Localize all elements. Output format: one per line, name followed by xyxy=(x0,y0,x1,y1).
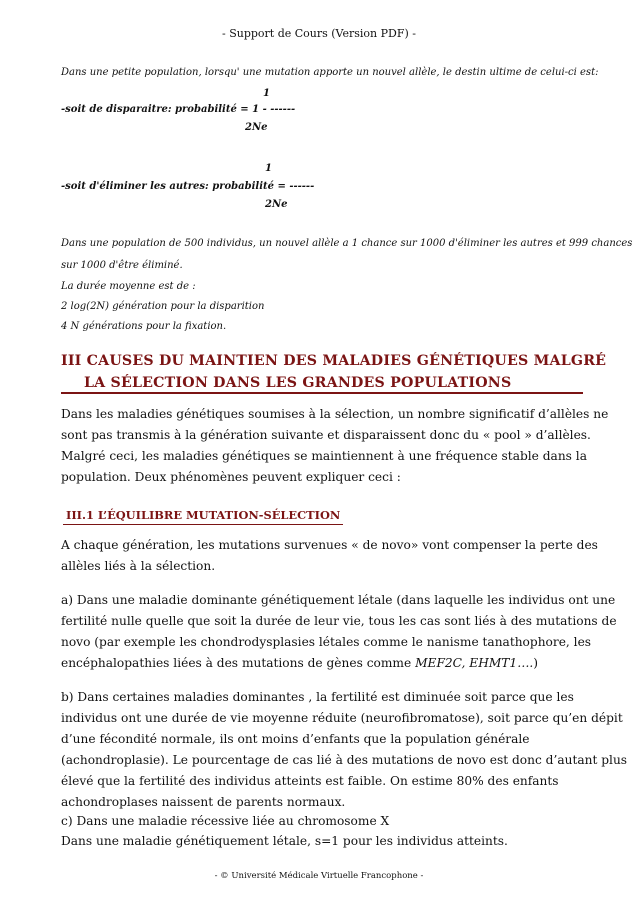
subsection-title: III.1 L’ÉQUILIBRE MUTATION-SÉLECTION xyxy=(66,508,341,522)
formula2-denominator: 2Ne xyxy=(265,199,288,210)
section-title-line2: LA SÉLECTION DANS LES GRANDES POPULATIONS xyxy=(84,375,512,391)
page-header: - Support de Cours (Version PDF) - xyxy=(221,27,416,40)
para4-line-3: d’une fécondité normale, ils ont moins d’enfants que la population générale xyxy=(61,732,530,746)
para4-line-4: (achondroplasie). Le pourcentage de cas lié à des mutations de novo est donc d’autant plus xyxy=(61,753,628,767)
para1-line-3: Malgré ceci, les maladies génétiques se maintiennent à une fréquence stable dans la xyxy=(61,449,587,463)
italic-line-2: sur 1000 d'être éliminé. xyxy=(61,260,183,271)
para4-line-5: élevé que la fertilité des individus atteints est faible. On estime 80% des enfants xyxy=(61,774,559,788)
para4-line-6: achondroplases naissent de parents normaux. xyxy=(61,795,346,809)
formula1-text: -soit de disparaitre: probabilité = 1 - ------ xyxy=(61,104,296,115)
formula2-numerator: 1 xyxy=(265,163,272,174)
para1-line-1: Dans les maladies génétiques soumises à la sélection, un nombre significatif d’allèles ne xyxy=(61,407,609,421)
italic-line-4: 2 log(2N) génération pour la disparition xyxy=(61,301,265,312)
italic-line-3: La durée moyenne est de : xyxy=(61,281,196,292)
section-title-line1: III CAUSES DU MAINTIEN DES MALADIES GÉNÉTIQUES MALGRÉ xyxy=(61,353,607,369)
italic-line-1: Dans une population de 500 individus, un nouvel allèle a 1 chance sur 1000 d'éliminer les autres et 999 chances xyxy=(61,238,633,249)
para2-line-2: allèles liés à la sélection. xyxy=(61,559,216,573)
section-underline xyxy=(61,392,583,394)
para3-last-suffix: ) xyxy=(533,656,539,670)
italic-line-5: 4 N générations pour la fixation. xyxy=(61,321,227,332)
para1-line-4: population. Deux phénomènes peuvent expliquer ceci : xyxy=(61,470,401,484)
para4-line-1: b) Dans certaines maladies dominantes , la fertilité est diminuée soit parce que les xyxy=(61,690,574,704)
para3-line-3: novo (par exemple les chondrodysplasies létales comme le nanisme tanathophore, les xyxy=(61,635,592,649)
intro-text: Dans une petite population, lorsqu' une mutation apporte un nouvel allèle, le destin ultime de celui-ci est: xyxy=(61,67,599,78)
para2-line-1: A chaque génération, les mutations survenues « de novo» vont compenser la perte des xyxy=(61,538,598,552)
para4-line-7: c) Dans une maladie récessive liée au chromosome X xyxy=(61,814,390,828)
formula1-denominator: 2Ne xyxy=(245,122,268,133)
gene-names: MEF2C, EHMT1…. xyxy=(415,656,534,670)
page-footer: - © Université Médicale Virtuelle Francophone - xyxy=(214,871,424,881)
para4-line-2: individus ont une durée de vie moyenne réduite (neurofibromatose), soit parce qu’en dépit xyxy=(61,711,623,725)
para3-line-1: a) Dans une maladie dominante génétiquement létale (dans laquelle les individus ont une xyxy=(61,593,616,607)
para3-line-2: fertilité nulle quelle que soit la durée de leur vie, tous les cas sont liés à des mutations de xyxy=(61,614,617,628)
para3-line-4 xyxy=(61,652,538,674)
para4-line-8: Dans une maladie génétiquement létale, s=1 pour les individus atteints. xyxy=(61,834,508,848)
formula2-text: -soit d'éliminer les autres: probabilité = ------ xyxy=(61,181,315,192)
formula1-numerator: 1 xyxy=(263,88,270,99)
para1-line-2: sont pas transmis à la génération suivante et disparaissent donc du « pool » d’allèles. xyxy=(61,428,591,442)
para3-last-prefix: encéphalopathies liées à des mutations de gènes comme xyxy=(61,656,416,670)
subsection-underline xyxy=(63,524,343,525)
